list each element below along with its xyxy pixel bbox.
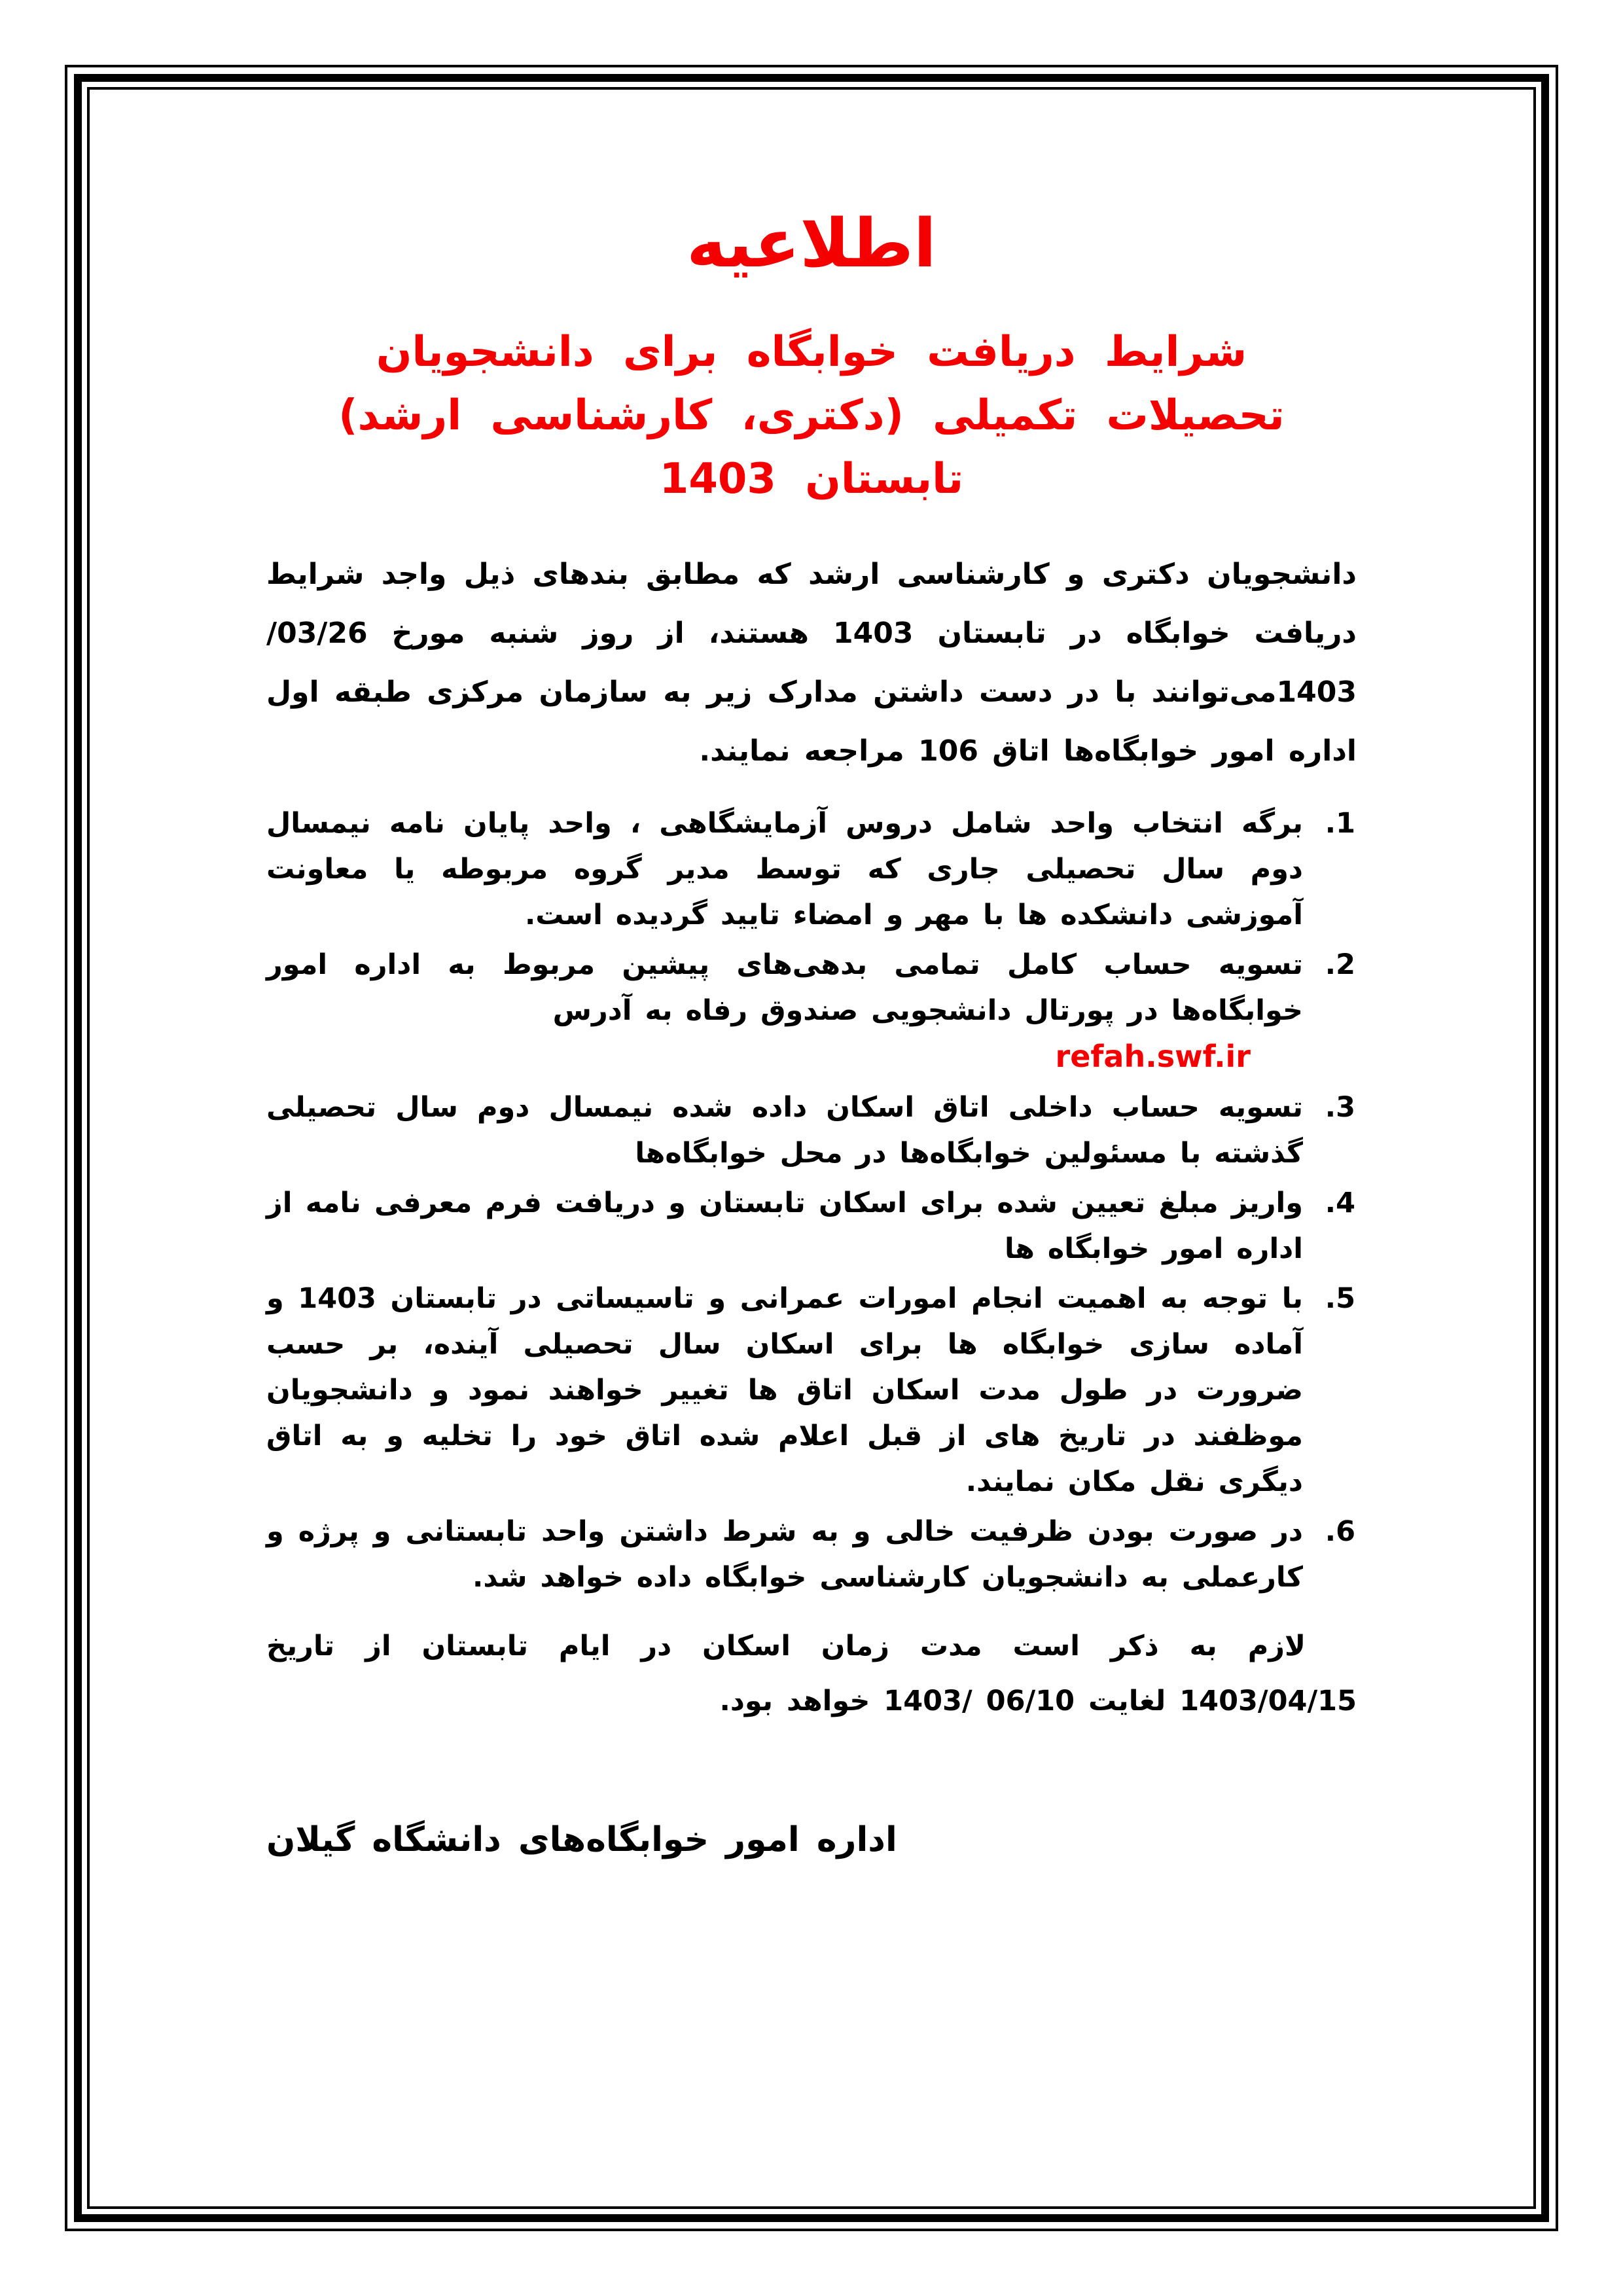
item-text-3: تسویه حساب داخلی اتاق اسکان داده شده نیمسال دوم سال تحصیلی گذشته با مسئولین خوابگاه‌ها در محل خوابگاه‌ها	[266, 1090, 1303, 1170]
subtitle-line-3: تابستان 1403	[659, 454, 964, 503]
item-number-2: 2.	[1325, 948, 1355, 981]
item-text-2: تسویه حساب کامل تمامی بدهی‌های پیشین مربوط به اداره امور خوابگاه‌ها در پورتال دانشجویی صندوق رفاه به آدرس	[266, 948, 1303, 1027]
item-text-6: در صورت بودن ظرفیت خالی و به شرط داشتن واحد تابستانی و پرژه و کارعملی به دانشجویان کارشناسی خوابگاه داده خواهد شد.	[266, 1515, 1303, 1594]
item-number-1: 1.	[1325, 806, 1355, 840]
portal-link-line	[266, 1033, 1303, 1081]
page-title: اطلاعیه	[687, 205, 936, 283]
item-number-4: 4.	[1325, 1186, 1355, 1219]
subtitle-line-2: تحصیلات تکمیلی (دکتری، کارشناسی ارشد)	[338, 391, 1285, 440]
item-number-6: 6.	[1325, 1515, 1355, 1548]
document-content	[91, 91, 1532, 2205]
subtitle-line-1: شرایط دریافت خوابگاه برای دانشجویان	[376, 327, 1247, 376]
item-text-1: برگه انتخاب واحد شامل دروس آزمایشگاهی ، واحد پایان نامه نیمسال دوم سال تحصیلی جاری که توسط مدیر گروه مربوطه یا معاونت آموزشی دانشکده ها با مهر و امضاء تایید گردیده است.	[266, 806, 1303, 931]
list-item-5	[266, 1276, 1357, 1505]
refah-portal-link[interactable]: refah.swf.ir	[1055, 1038, 1251, 1074]
signature-line: اداره امور خوابگاه‌های دانشگاه گیلان	[266, 1820, 897, 1859]
item-number-5: 5.	[1325, 1282, 1355, 1315]
list-item-1	[266, 800, 1357, 938]
closing-note: لازم به ذکر است مدت زمان اسکان در ایام تابستان از تاریخ 1403/04/15 لغایت 06/10 /1403 خواهد بود.	[266, 1629, 1357, 1717]
intro-paragraph: دانشجویان دکتری و کارشناسی ارشد که مطابق بندهای ذیل واجد شرایط دریافت خوابگاه در تابستان 1403 هستند، از روز شنبه مورخ 03/26/ 1403می‌توانند با در دست داشتن مدارک زیر به سازمان مرکزی طبقه اول اداره امور خوابگاه‌ها اتاق 106 مراجعه نمایند.	[266, 557, 1357, 768]
list-item-2	[266, 942, 1357, 1081]
page-subtitle	[266, 321, 1357, 511]
item-text-4: واریز مبلغ تعیین شده برای اسکان تابستان و دریافت فرم معرفی نامه از اداره امور خوابگاه ها	[266, 1186, 1303, 1265]
item-number-3: 3.	[1325, 1090, 1355, 1124]
list-item-4	[266, 1180, 1357, 1272]
item-text-5: با توجه به اهمیت انجام امورات عمرانی و تاسیساتی در تابستان 1403 و آماده سازی خوابگاه ها برای اسکان سال تحصیلی آینده، بر حسب ضرورت در طول مدت اسکان اتاق ها تغییر خواهند نمود و دانشجویان موظفند در تاریخ های از قبل اعلام شده اتاق خود را تخلیه و به اتاق دیگری نقل مکان نمایند.	[266, 1282, 1303, 1498]
requirements-list	[266, 800, 1357, 1600]
list-item-6	[266, 1509, 1357, 1600]
list-item-3	[266, 1085, 1357, 1176]
